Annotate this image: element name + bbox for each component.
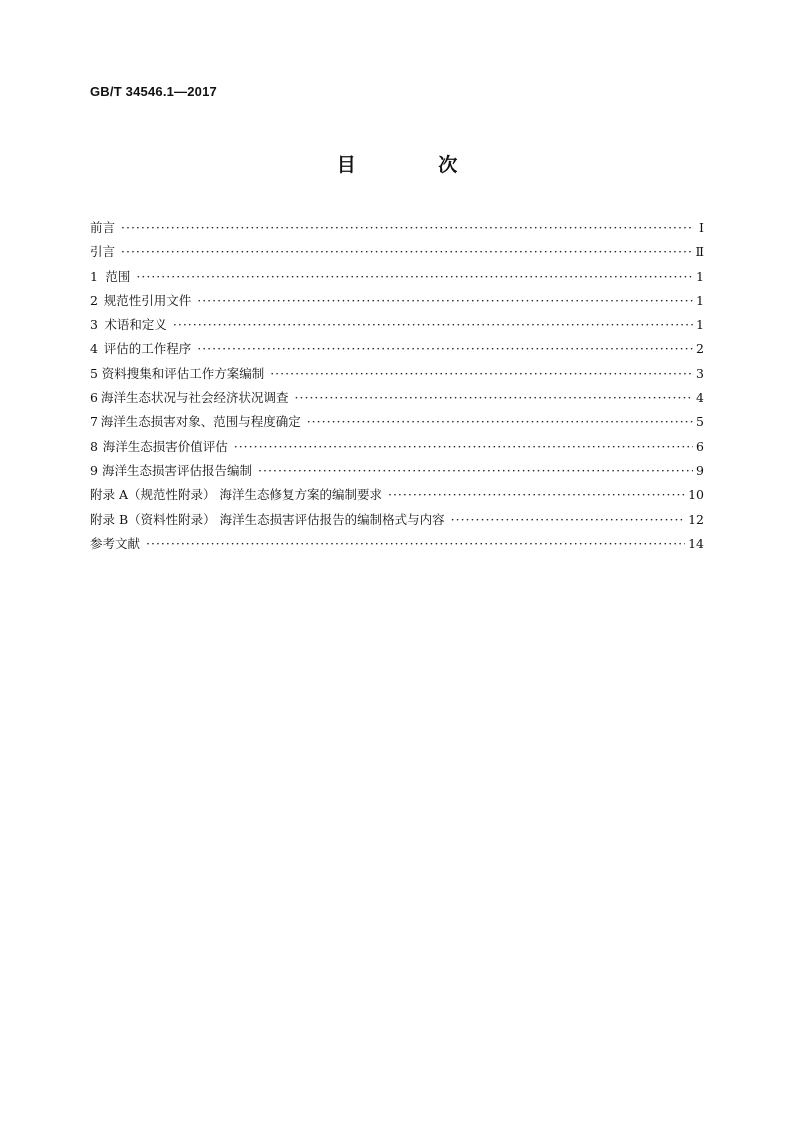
toc-entry-label: 海洋生态损害价值评估 (102, 438, 228, 454)
table-of-contents (90, 216, 704, 556)
toc-leader-dots (121, 240, 692, 264)
toc-leader-dots (307, 410, 693, 434)
toc-entry[interactable] (90, 459, 704, 483)
toc-entry-page: 1 (696, 317, 704, 333)
toc-entry-label: 评估的工作程序 (103, 341, 192, 357)
toc-entry-page: 1 (696, 268, 704, 284)
toc-entry-label: 前言 (90, 220, 116, 235)
toc-entry[interactable] (90, 216, 704, 240)
toc-leader-dots (258, 459, 693, 483)
toc-entry-number: 3 (90, 317, 98, 333)
toc-entry-page: 2 (696, 341, 704, 357)
toc-entry-page: 9 (696, 462, 704, 478)
toc-entry-label: 术语和定义 (104, 317, 167, 333)
toc-entry-page: 3 (696, 365, 704, 381)
toc-entry-page: 1 (696, 292, 704, 308)
toc-entry[interactable] (90, 532, 704, 556)
toc-entry[interactable] (90, 362, 704, 386)
toc-leader-dots (295, 386, 693, 410)
toc-leader-dots (136, 265, 693, 289)
toc-entry-label: 海洋生态状况与社会经济状况调查 (101, 390, 289, 406)
toc-leader-dots (173, 313, 693, 337)
toc-entry-number: 2 (90, 292, 98, 308)
toc-entry-label: 范围 (105, 268, 131, 284)
toc-entry-label: 海洋生态损害评估报告编制 (102, 462, 253, 478)
toc-entry-page: 14 (688, 535, 704, 551)
toc-entry[interactable] (90, 508, 704, 532)
toc-entry-number: 9 (90, 462, 98, 478)
standard-number: GB/T 34546.1—2017 (90, 84, 217, 99)
toc-entry-page: 12 (688, 511, 704, 527)
toc-entry-page: 6 (696, 438, 704, 454)
toc-entry-page: 5 (696, 414, 704, 430)
toc-leader-dots (197, 337, 693, 361)
toc-entry-label: 附录 A（规范性附录） 海洋生态修复方案的编制要求 (90, 487, 382, 503)
toc-entry[interactable] (90, 265, 704, 289)
toc-entry-number: 1 (90, 268, 98, 284)
toc-entry-label: 参考文献 (90, 535, 141, 551)
toc-entry-number: 7 (90, 414, 98, 430)
toc-entry-number: 4 (90, 341, 98, 357)
toc-entry[interactable] (90, 313, 704, 337)
toc-entry[interactable] (90, 240, 704, 264)
toc-leader-dots (234, 435, 693, 459)
toc-leader-dots (197, 289, 693, 313)
toc-entry[interactable] (90, 410, 704, 434)
toc-entry-label: 资料搜集和评估工作方案编制 (101, 365, 265, 381)
toc-leader-dots (121, 216, 693, 240)
toc-entry-label: 引言 (90, 244, 116, 260)
toc-entry-page: 10 (688, 487, 704, 503)
toc-entry[interactable] (90, 483, 704, 507)
toc-entry-page: Ⅰ (699, 220, 704, 235)
toc-leader-dots (388, 483, 685, 507)
toc-entry-number: 6 (90, 390, 98, 406)
toc-entry[interactable] (90, 337, 704, 361)
toc-leader-dots (270, 362, 693, 386)
toc-entry-label: 规范性引用文件 (103, 292, 192, 308)
toc-entry-number: 8 (90, 438, 98, 454)
toc-entry-number: 5 (90, 365, 98, 381)
toc-entry-label: 附录 B（资料性附录） 海洋生态损害评估报告的编制格式与内容 (90, 511, 445, 527)
toc-entry[interactable] (90, 386, 704, 410)
toc-entry[interactable] (90, 289, 704, 313)
page-title: 目 次 (336, 154, 496, 176)
toc-entry-label: 海洋生态损害对象、范围与程度确定 (100, 414, 301, 430)
toc-entry-page: Ⅱ (695, 244, 704, 260)
toc-entry[interactable] (90, 435, 704, 459)
toc-entry-page: 4 (696, 390, 704, 406)
toc-leader-dots (146, 532, 685, 556)
toc-leader-dots (451, 508, 685, 532)
